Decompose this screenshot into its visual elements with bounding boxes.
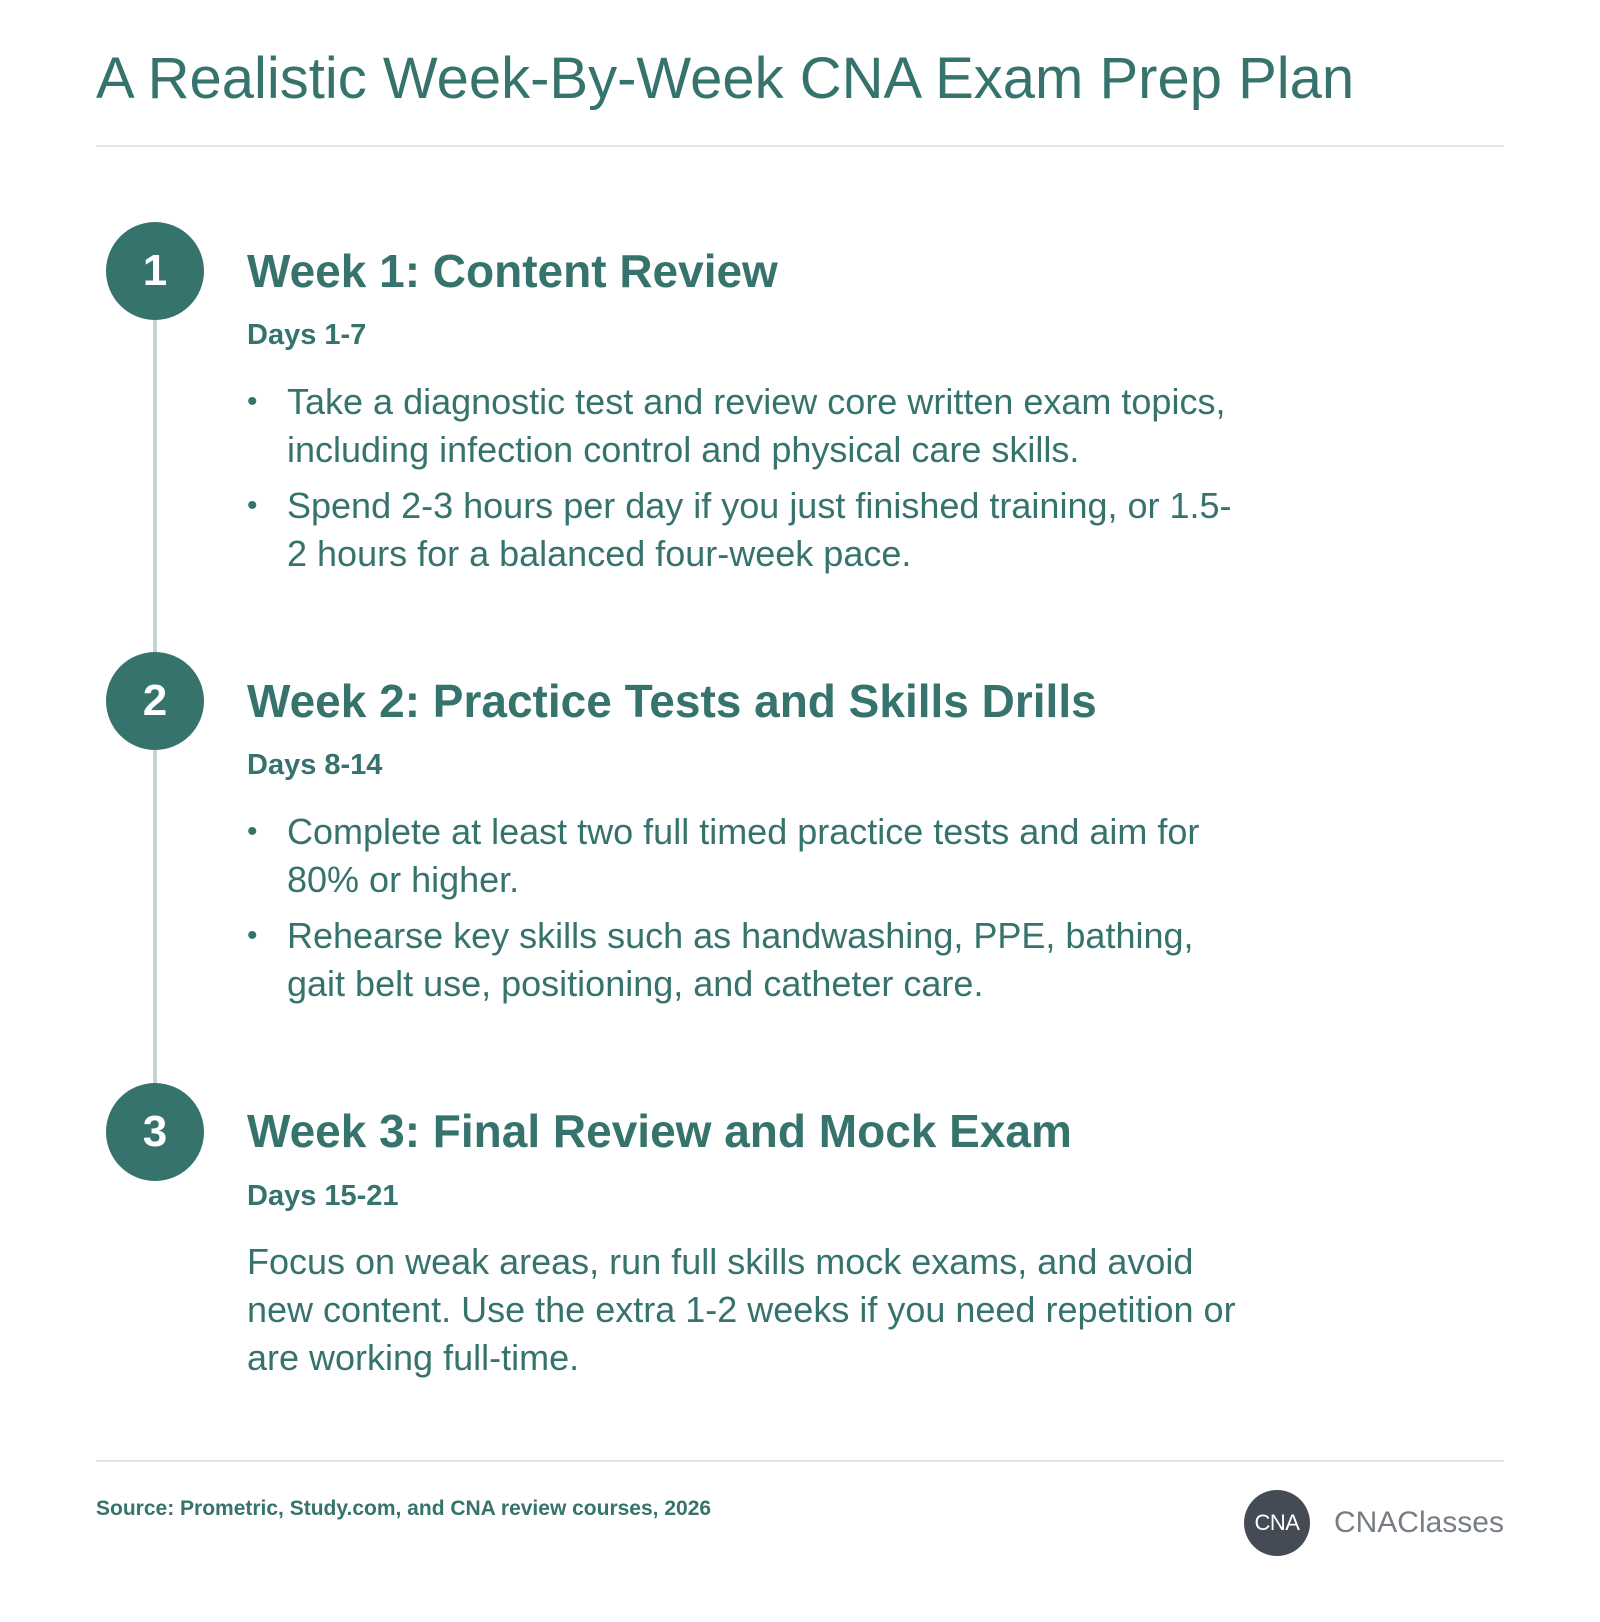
list-item <box>247 378 1247 474</box>
step-number-badge: 2 <box>106 652 204 750</box>
list-item <box>247 808 1247 904</box>
brand-name: CNAClasses <box>1333 1506 1504 1539</box>
list-item-text: Complete at least two full timed practice tests and aim for 80% or higher. <box>287 811 1200 900</box>
brand <box>1244 1490 1504 1556</box>
list-item <box>247 912 1247 1008</box>
bullet-icon: • <box>247 489 258 522</box>
bullet-icon: • <box>247 385 258 418</box>
step-bullet-list <box>247 378 1247 586</box>
list-item-text: Spend 2-3 hours per day if you just finished training, or 1.5-2 hours for a balanced four-week pace. <box>287 485 1232 574</box>
source-note: Source: Prometric, Study.com, and CNA review courses, 2026 <box>96 1497 712 1520</box>
timeline-connector <box>153 750 157 1086</box>
step-number-badge: 1 <box>106 222 204 320</box>
timeline-connector <box>153 320 157 656</box>
step-days: Days 8-14 <box>247 749 383 781</box>
list-item <box>247 482 1247 578</box>
page-title: A Realistic Week-By-Week CNA Exam Prep Plan <box>96 46 1355 111</box>
brand-logo: CNA <box>1244 1490 1310 1556</box>
bullet-icon: • <box>247 815 258 848</box>
step-bullet-list <box>247 808 1247 1016</box>
footer-divider <box>96 1460 1504 1462</box>
step-title: Week 1: Content Review <box>247 245 778 297</box>
step-days: Days 15-21 <box>247 1180 399 1212</box>
header-divider <box>96 145 1504 147</box>
list-item-text: Take a diagnostic test and review core written exam topics, including infection control and physical care skills. <box>287 381 1226 470</box>
list-item-text: Rehearse key skills such as handwashing, PPE, bathing, gait belt use, positioning, and catheter care. <box>287 915 1194 1004</box>
step-title: Week 2: Practice Tests and Skills Drills <box>247 675 1097 727</box>
step-title: Week 3: Final Review and Mock Exam <box>247 1105 1072 1157</box>
step-days: Days 1-7 <box>247 319 367 351</box>
step-description: Focus on weak areas, run full skills mock exams, and avoid new content. Use the extra 1-2 weeks if you need repetition or are working full-time. <box>247 1241 1236 1378</box>
bullet-icon: • <box>247 919 258 952</box>
step-number-badge: 3 <box>106 1083 204 1181</box>
